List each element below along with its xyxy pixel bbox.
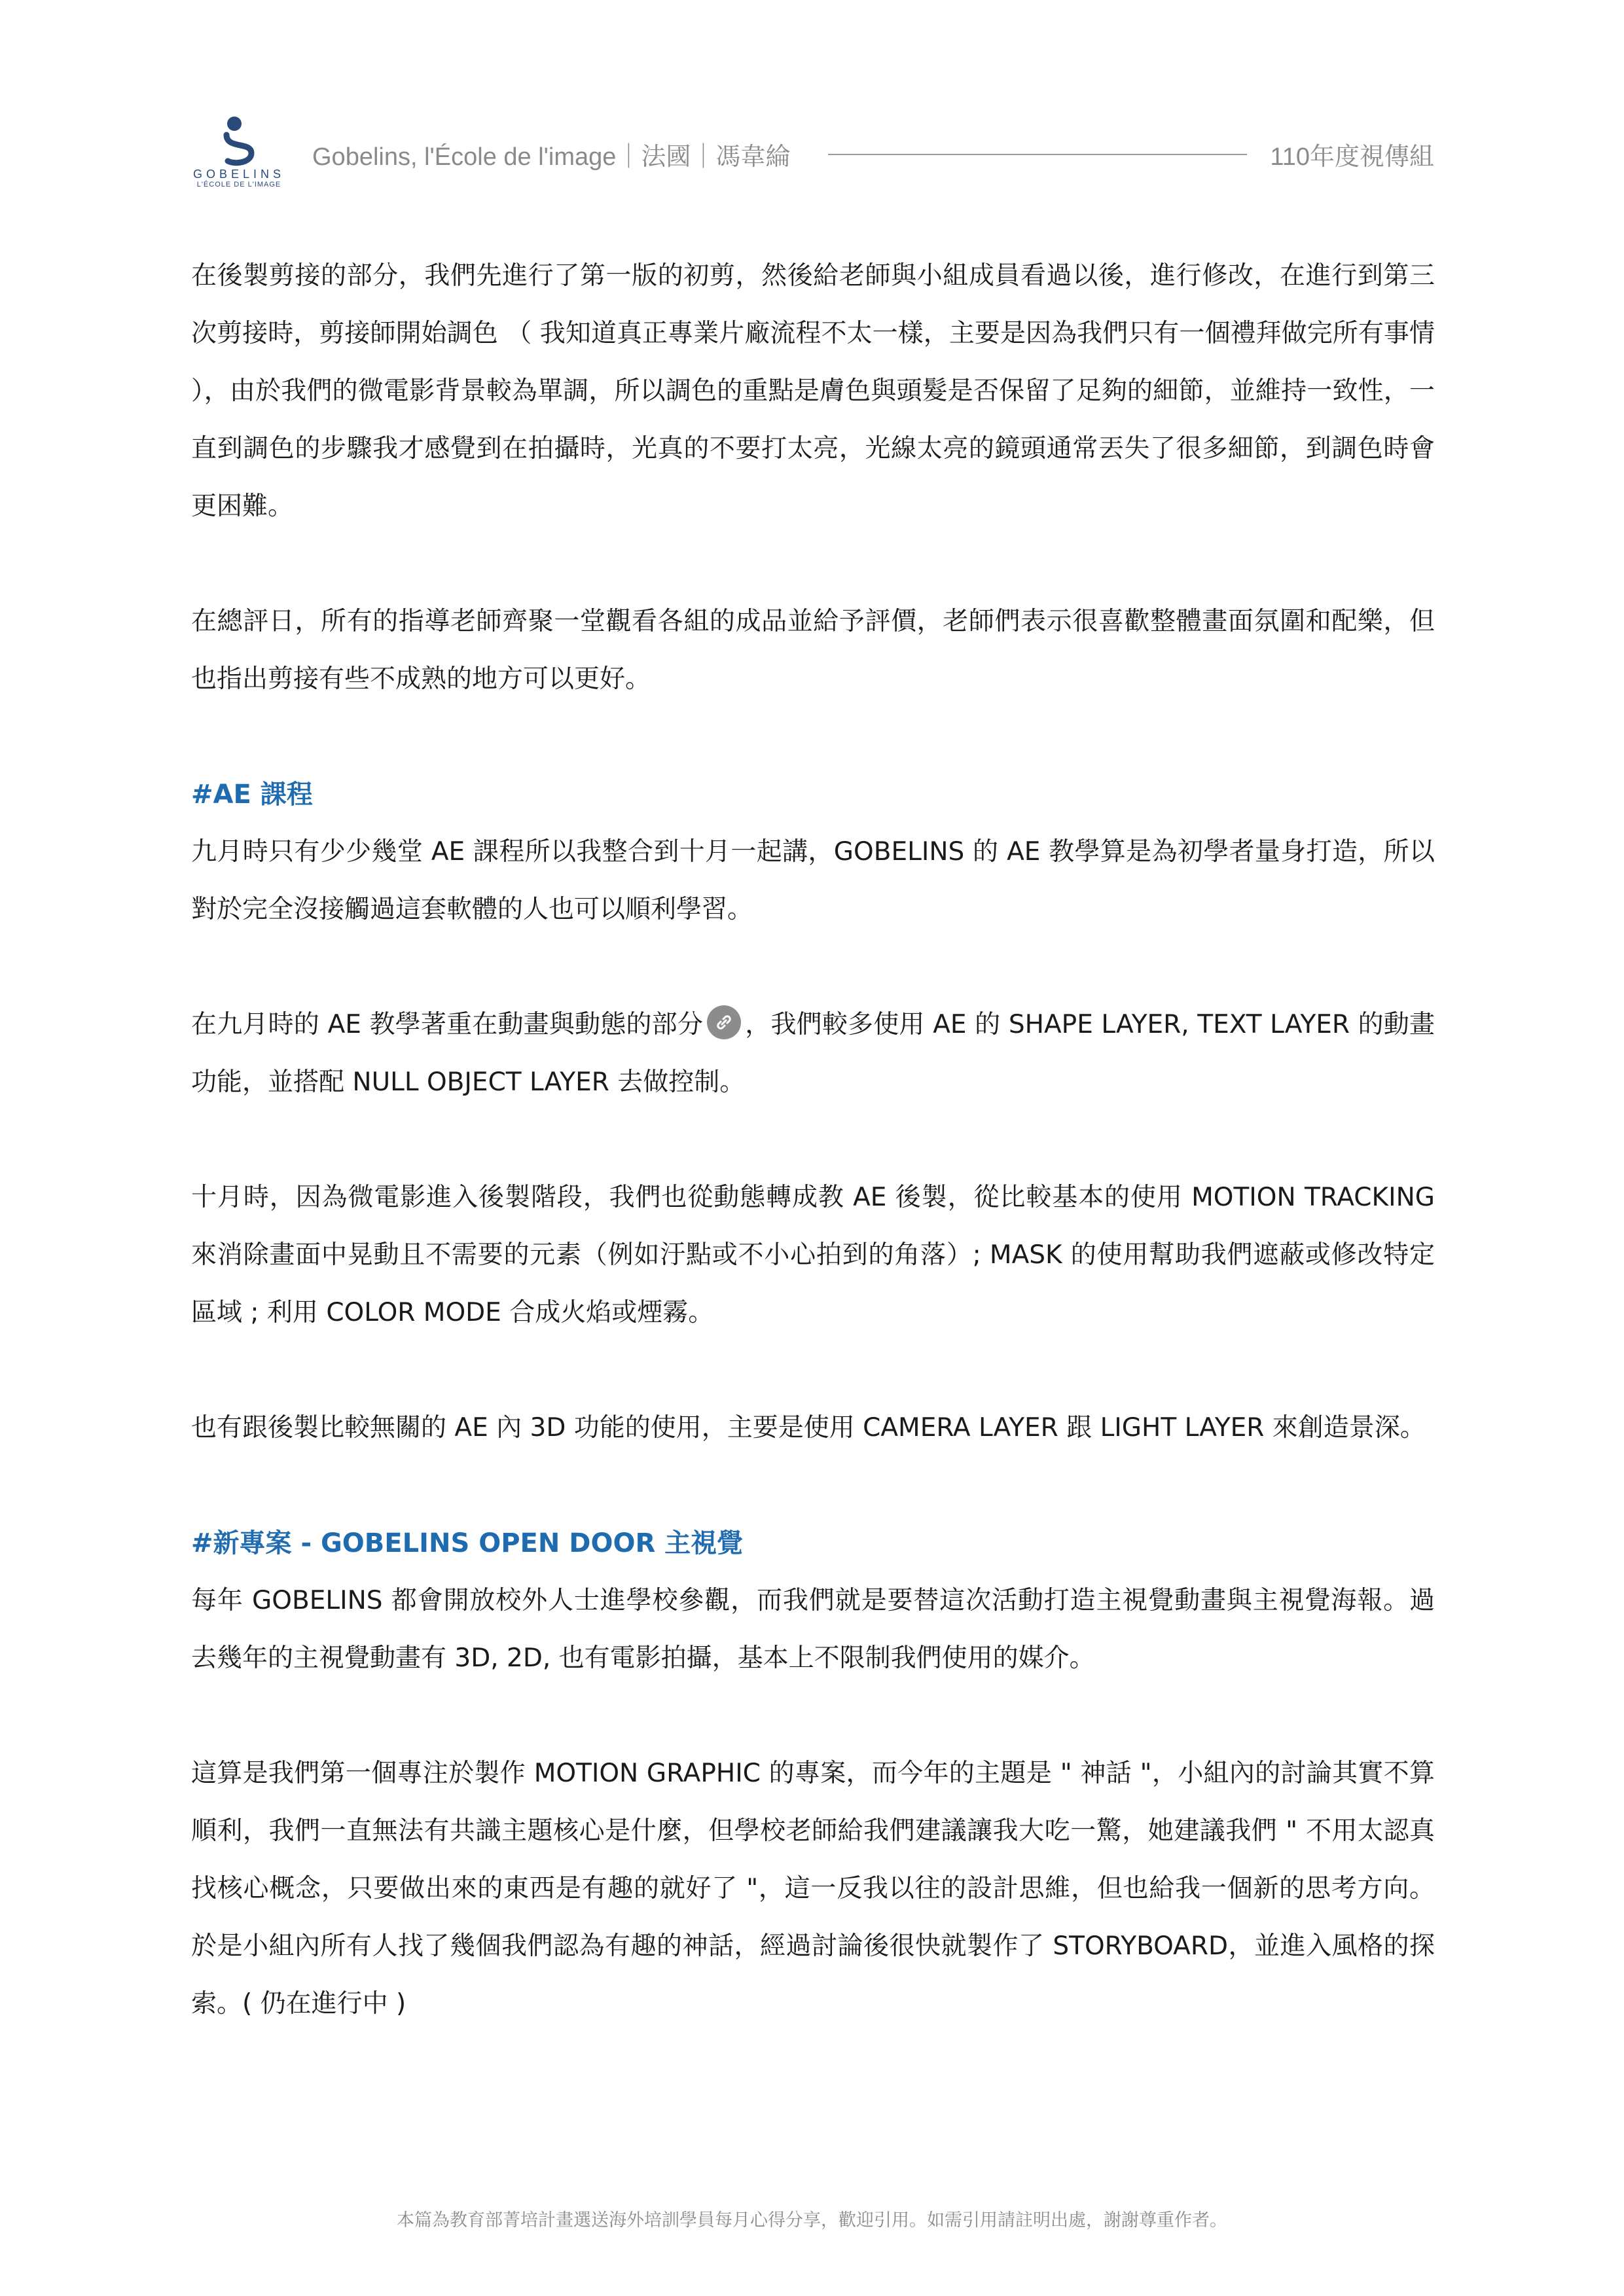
header-year-group: 110年度視傳組: [1270, 143, 1434, 171]
article-body: [191, 247, 1435, 2033]
paragraph-ae-october: 十月時，因為微電影進入後製階段，我們也從動態轉成教 AE 後製，從比較基本的使用 MOTION TRACKING 來消除畫面中晃動且不需要的元素（例如汙點或不小心拍到的角落）; MASK 的使用幫助我們遮蔽或修改特定區域 ; 利用 COLOR MODE 合成火焰或煙霧。: [191, 1183, 1435, 1327]
paragraph-ae-september-part2: ，我們較多使用 AE 的 SHAPE LAYER, TEXT LAYER 的動畫功能，並搭配 NULL OBJECT LAYER 去做控制。: [191, 1010, 1435, 1097]
page-footer: 本篇為教育部菁培計畫選送海外培訓學員每月心得分享，歡迎引用。如需引用請註明出處，謝謝尊重作者。: [397, 2210, 1227, 2231]
spacer: [191, 708, 1435, 766]
gobelins-logo-icon: [223, 115, 255, 166]
paragraph-motion-graphic: 這算是我們第一個專注於製作 MOTION GRAPHIC 的專案，而今年的主題是 " 神話 "，小組內的討論其實不算順利，我們一直無法有共識主題核心是什麼，但學校老師給我們建議讓我大吃一驚，她建議我們 " 不用太認真找核心概念，只要做出來的東西是有趣的就好了 "，這一反我以往的設計思維，但也給我一個新的思考方向。於是小組內所有人找了幾個我們認為有趣的神話，經過討論後很快就製作了 STORYBOARD，並進入風格的探索。( 仍在進行中 ): [191, 1759, 1435, 2018]
paragraph-open-door: 每年 GOBELINS 都會開放校外人士進學校參觀，而我們就是要替這次活動打造主視覺動畫與主視覺海報。過去幾年的主視覺動畫有 3D, 2D, 也有電影拍攝，基本上不限制我們使用的媒介。: [191, 1586, 1435, 1673]
paragraph-editing: 在後製剪接的部分，我們先進行了第一版的初剪，然後給老師與小組成員看過以後，進行修改，在進行到第三次剪接時，剪接師開始調色 （ 我知道真正專業片廠流程不太一樣，主要是因為我們只有一個禮拜做完所有事情 ），由於我們的微電影背景較為單調，所以調色的重點是膚色與頭髮是否保留了足夠的細節，並維持一致性，一直到調色的步驟我才感覺到在拍攝時，光真的不要打太亮，光線太亮的鏡頭通常丟失了很多細節，到調色時會更困難。: [191, 261, 1435, 521]
paragraph-ae-september-part1: 在九月時的 AE 教學著重在動畫與動態的部分: [191, 1010, 704, 1039]
header-divider: [828, 154, 1247, 155]
paragraph-ae-september: [191, 996, 1435, 1111]
gobelins-logo: [187, 115, 291, 187]
heading-new-project: #新專案 - GOBELINS OPEN DOOR 主視覺: [191, 1528, 744, 1558]
paragraph-ae-3d: 也有跟後製比較無關的 AE 內 3D 功能的使用，主要是使用 CAMERA LAYER 跟 LIGHT LAYER 來創造景深。: [191, 1413, 1426, 1443]
heading-ae-course: #AE 課程: [191, 780, 313, 810]
header-title: Gobelins, l'École de l'image｜法國｜馮韋綸: [312, 143, 791, 171]
link-icon[interactable]: [707, 1005, 741, 1039]
page-header: [0, 0, 1624, 216]
paragraph-review-day: 在總評日，所有的指導老師齊聚一堂觀看各組的成品並給予評價，老師們表示很喜歡整體畫面氛圍和配樂，但也指出剪接有些不成熟的地方可以更好。: [191, 607, 1435, 694]
paragraph-ae-intro: 九月時只有少少幾堂 AE 課程所以我整合到十月一起講，GOBELINS 的 AE 教學算是為初學者量身打造，所以對於完全沒接觸過這套軟體的人也可以順利學習。: [191, 837, 1435, 924]
spacer: [191, 1457, 1435, 1515]
logo-subtitle: L'ÉCOLE DE L'IMAGE: [196, 181, 281, 188]
logo-wordmark: GOBELINS: [192, 168, 285, 181]
